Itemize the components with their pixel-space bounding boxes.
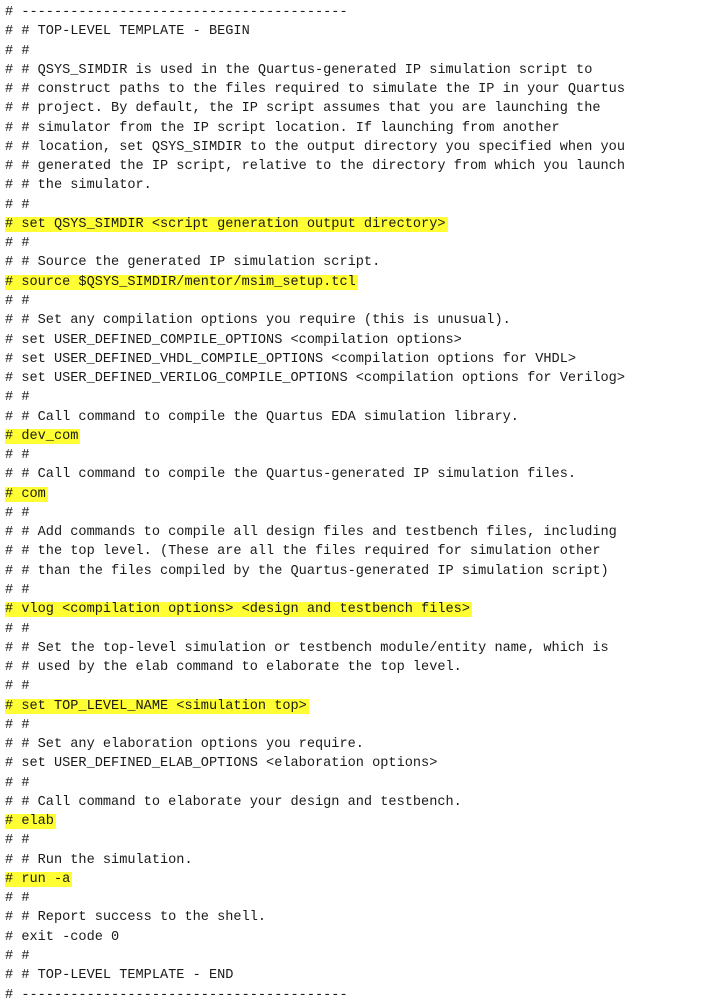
script-line — [5, 176, 713, 195]
script-line-text: # # TOP-LEVEL TEMPLATE - BEGIN — [5, 24, 250, 40]
highlighted-script-line — [5, 273, 713, 292]
script-line-text: # # Add commands to compile all design files and testbench files, including — [5, 525, 617, 541]
script-line-text: # # — [5, 775, 30, 791]
script-line — [5, 754, 713, 773]
script-line — [5, 889, 713, 908]
script-line-text: # set TOP_LEVEL_NAME <simulation top> — [5, 698, 307, 714]
script-line-text: # # generated the IP script, relative to the directory from which you launch — [5, 159, 625, 175]
highlighted-script-line — [5, 870, 713, 889]
script-line-text: # set USER_DEFINED_VERILOG_COMPILE_OPTIONS <compilation options for Verilog> — [5, 371, 625, 387]
script-line — [5, 465, 713, 484]
script-line-text: # # project. By default, the IP script assumes that you are launching the — [5, 101, 601, 117]
script-line — [5, 22, 713, 41]
script-line-text: # # the simulator. — [5, 178, 152, 194]
script-line — [5, 292, 713, 311]
script-line — [5, 677, 713, 696]
script-line — [5, 196, 713, 215]
script-line — [5, 928, 713, 947]
script-line-text: # set USER_DEFINED_ELAB_OPTIONS <elaboration options> — [5, 756, 438, 772]
script-line-text: # # the top level. (These are all the files required for simulation other — [5, 544, 601, 560]
script-line — [5, 504, 713, 523]
script-line-text: # # than the files compiled by the Quartus-generated IP simulation script) — [5, 563, 609, 579]
script-line-text: # # Set any compilation options you require (this is unusual). — [5, 313, 511, 329]
script-line-text: # # — [5, 448, 30, 464]
script-line-text: # # Set any elaboration options you require. — [5, 737, 364, 753]
script-line-text: # # — [5, 679, 30, 695]
script-line-text: # # location, set QSYS_SIMDIR to the output directory you specified when you — [5, 139, 625, 155]
script-line-text: # # — [5, 833, 30, 849]
script-line-text: # # — [5, 891, 30, 907]
script-line — [5, 716, 713, 735]
script-line-text: # set USER_DEFINED_COMPILE_OPTIONS <compilation options> — [5, 332, 462, 348]
script-line — [5, 119, 713, 138]
script-line — [5, 562, 713, 581]
script-line — [5, 581, 713, 600]
script-line-text: # # Set the top-level simulation or testbench module/entity name, which is — [5, 640, 609, 656]
highlighted-script-line — [5, 215, 713, 234]
script-line — [5, 908, 713, 927]
script-line-text: # # — [5, 236, 30, 252]
script-line-text: # elab — [5, 814, 54, 830]
script-line — [5, 446, 713, 465]
script-line — [5, 388, 713, 407]
highlighted-script-line — [5, 812, 713, 831]
script-line-text: # source $QSYS_SIMDIR/mentor/msim_setup.tcl — [5, 274, 356, 290]
highlighted-script-line — [5, 697, 713, 716]
script-line — [5, 658, 713, 677]
highlighted-script-line — [5, 427, 713, 446]
script-listing — [5, 3, 713, 1005]
script-line-text: # # QSYS_SIMDIR is used in the Quartus-generated IP simulation script to — [5, 62, 593, 78]
script-line — [5, 42, 713, 61]
script-line-text: # vlog <compilation options> <design and testbench files> — [5, 602, 470, 618]
script-line-text: # # Call command to elaborate your design and testbench. — [5, 794, 462, 810]
script-line-text: # # — [5, 293, 30, 309]
script-line — [5, 523, 713, 542]
script-line — [5, 947, 713, 966]
script-line-text: # set USER_DEFINED_VHDL_COMPILE_OPTIONS <compilation options for VHDL> — [5, 351, 577, 367]
script-line — [5, 369, 713, 388]
script-line-text: # # Run the simulation. — [5, 852, 193, 868]
script-line-text: # # — [5, 621, 30, 637]
script-line — [5, 253, 713, 272]
script-line-text: # # construct paths to the files required to simulate the IP in your Quartus — [5, 82, 625, 98]
script-line — [5, 331, 713, 350]
script-line — [5, 99, 713, 118]
script-line-text: # # Call command to compile the Quartus EDA simulation library. — [5, 409, 519, 425]
script-line-text: # # — [5, 717, 30, 733]
script-line — [5, 80, 713, 99]
script-line-text: # # Report success to the shell. — [5, 910, 267, 926]
script-line — [5, 831, 713, 850]
highlighted-script-line — [5, 600, 713, 619]
script-line — [5, 774, 713, 793]
script-line-text: # # — [5, 197, 30, 213]
script-line — [5, 3, 713, 22]
script-line-text: # # simulator from the IP script location. If launching from another — [5, 120, 560, 136]
script-line-text: # # — [5, 582, 30, 598]
script-line-text: # com — [5, 486, 46, 502]
script-line-text: # # — [5, 390, 30, 406]
script-line — [5, 966, 713, 985]
script-line-text: # # — [5, 949, 30, 965]
script-line — [5, 793, 713, 812]
script-line-text: # # Call command to compile the Quartus-generated IP simulation files. — [5, 467, 577, 483]
script-line-text: # # — [5, 505, 30, 521]
script-line — [5, 408, 713, 427]
script-line-text: # run -a — [5, 871, 71, 887]
script-line-text: # ---------------------------------------- — [5, 5, 348, 20]
highlighted-script-line — [5, 485, 713, 504]
script-line — [5, 61, 713, 80]
script-line — [5, 542, 713, 561]
script-line — [5, 851, 713, 870]
script-line — [5, 350, 713, 369]
script-line-text: # set QSYS_SIMDIR <script generation output directory> — [5, 216, 446, 232]
script-line-text: # # Source the generated IP simulation script. — [5, 255, 381, 271]
script-line-text: # # used by the elab command to elaborate the top level. — [5, 660, 462, 676]
script-line-text: # exit -code 0 — [5, 929, 120, 945]
script-line — [5, 234, 713, 253]
script-line — [5, 986, 713, 1005]
script-line — [5, 620, 713, 639]
script-line — [5, 639, 713, 658]
script-line-text: # dev_com — [5, 428, 79, 444]
script-line — [5, 138, 713, 157]
script-line — [5, 311, 713, 330]
script-line-text: # # TOP-LEVEL TEMPLATE - END — [5, 968, 234, 984]
script-line-text: # ---------------------------------------- — [5, 987, 348, 1003]
script-line-text: # # — [5, 43, 30, 59]
script-line — [5, 157, 713, 176]
script-line — [5, 735, 713, 754]
